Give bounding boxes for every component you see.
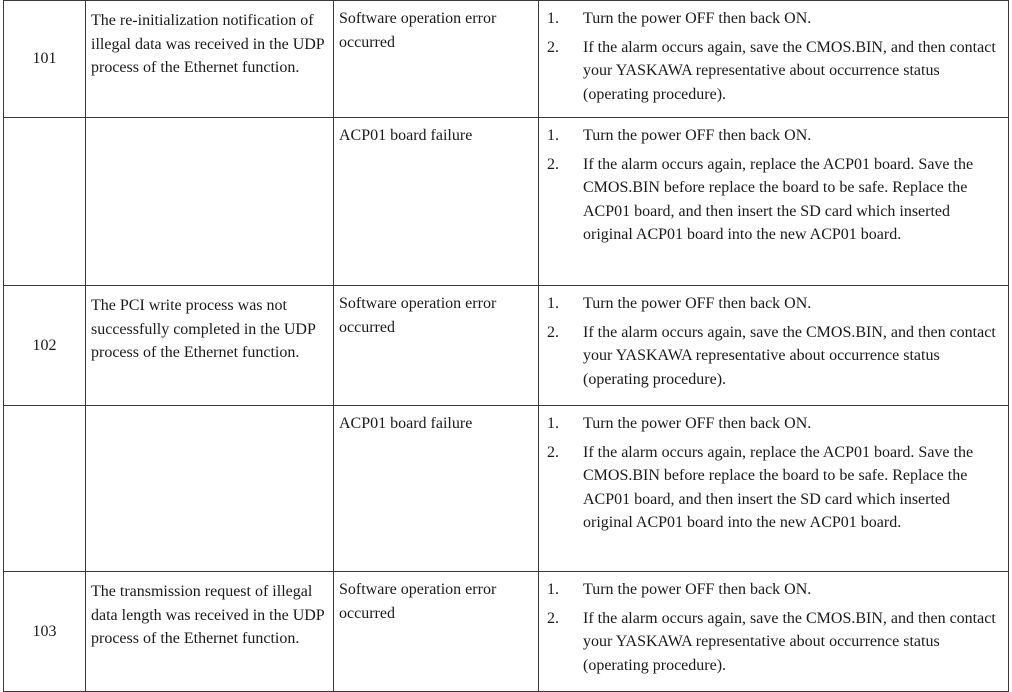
remedy-step: [547, 441, 1002, 535]
step-text: Turn the power OFF then back ON.: [583, 295, 812, 312]
step-number: 1.: [547, 127, 559, 144]
step-text: If the alarm occurs again, save the CMOS.BIN, and then contact your YASKAWA representative about occurrence status (operating procedure).: [583, 38, 996, 103]
cause-cell: Software operation error occurred: [334, 572, 539, 692]
step-text: If the alarm occurs again, replace the ACP01 board. Save the CMOS.BIN before replace the board to be safe. Replace the ACP01 board, and then insert the SD card which inserted original ACP01 board into the new ACP01 board.: [583, 155, 974, 243]
table-row: [4, 1, 1009, 118]
step-number: 1.: [547, 10, 559, 27]
remedy-cell: [539, 286, 1009, 406]
alarm-message-cell: The PCI write process was not successfully completed in the UDP process of the Ethernet function.: [86, 286, 334, 406]
cause-cell: ACP01 board failure: [334, 406, 539, 572]
table-row: [4, 118, 1009, 286]
cause-cell: Software operation error occurred: [334, 286, 539, 406]
step-text: Turn the power OFF then back ON.: [583, 10, 812, 27]
step-text: If the alarm occurs again, save the CMOS.BIN, and then contact your YASKAWA representative about occurrence status (operating procedure).: [583, 323, 996, 388]
alarm-message-cell: [86, 406, 334, 572]
step-text: Turn the power OFF then back ON.: [583, 415, 812, 432]
cause-cell: ACP01 board failure: [334, 118, 539, 286]
alarm-number-cell: [4, 118, 86, 286]
alarm-number-cell: 103: [4, 572, 86, 692]
step-number: 2.: [547, 443, 559, 461]
step-text: If the alarm occurs again, replace the ACP01 board. Save the CMOS.BIN before replace the board to be safe. Replace the ACP01 board, and then insert the SD card which inserted original ACP01 board into the new ACP01 board.: [583, 443, 974, 531]
remedy-cell: [539, 406, 1009, 572]
remedy-step: [547, 578, 1002, 602]
remedy-step: [547, 607, 1002, 678]
step-number: 2.: [547, 38, 559, 56]
remedy-step: [547, 124, 1002, 148]
step-number: 2.: [547, 323, 559, 341]
step-number: 1.: [547, 415, 559, 432]
remedy-cell: [539, 572, 1009, 692]
remedy-step: [547, 153, 1002, 247]
remedy-step: [547, 7, 1002, 31]
alarm-number-cell: 102: [4, 286, 86, 406]
cause-cell: Software operation error occurred: [334, 1, 539, 118]
alarm-message-cell: The re-initialization notification of illegal data was received in the UDP process of the Ethernet function.: [86, 1, 334, 118]
table-row: [4, 406, 1009, 572]
alarm-number-cell: [4, 406, 86, 572]
alarm-message-cell: [86, 118, 334, 286]
remedy-step: [547, 412, 1002, 436]
remedy-step: [547, 321, 1002, 392]
alarm-number-cell: 101: [4, 1, 86, 118]
remedy-step: [547, 36, 1002, 107]
step-text: If the alarm occurs again, save the CMOS.BIN, and then contact your YASKAWA representative about occurrence status (operating procedure).: [583, 609, 996, 674]
remedy-step: [547, 292, 1002, 316]
remedy-cell: [539, 118, 1009, 286]
step-number: 2.: [547, 609, 559, 627]
step-number: 1.: [547, 581, 559, 598]
table-row: [4, 286, 1009, 406]
step-text: Turn the power OFF then back ON.: [583, 581, 812, 598]
alarm-message-cell: The transmission request of illegal data length was received in the UDP process of the Ethernet function.: [86, 572, 334, 692]
alarm-table: [3, 0, 1009, 692]
table-row: [4, 572, 1009, 692]
remedy-cell: [539, 1, 1009, 118]
step-number: 2.: [547, 155, 559, 173]
step-number: 1.: [547, 295, 559, 312]
step-text: Turn the power OFF then back ON.: [583, 127, 812, 144]
